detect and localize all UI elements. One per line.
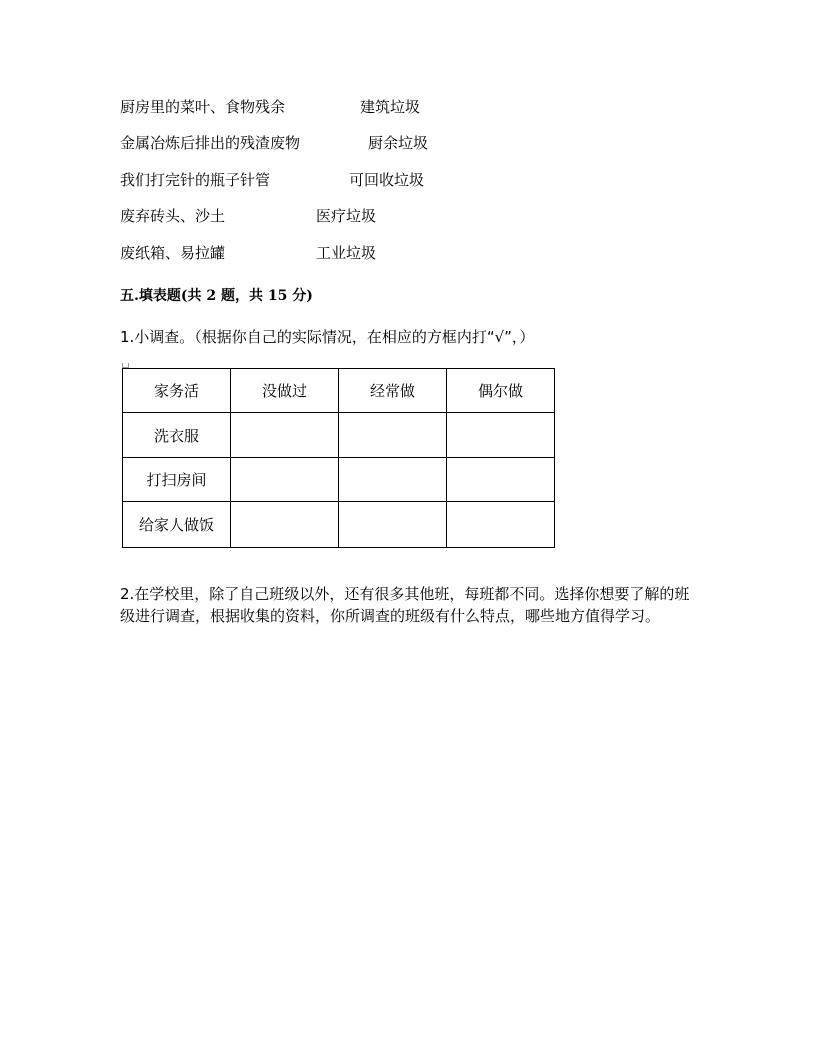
table-header-cell: 经常做 bbox=[339, 369, 447, 413]
matching-right-item: 厨余垃圾 bbox=[368, 134, 429, 152]
matching-right-item: 工业垃圾 bbox=[316, 244, 377, 262]
checkbox-cell[interactable] bbox=[339, 458, 447, 502]
table-header-cell: 没做过 bbox=[231, 369, 339, 413]
checkbox-cell[interactable] bbox=[339, 502, 447, 548]
table-row bbox=[123, 502, 555, 548]
matching-left-item: 金属冶炼后排出的残渣废物 bbox=[120, 134, 301, 152]
matching-right-item: 可回收垃圾 bbox=[349, 171, 425, 189]
survey-table bbox=[122, 368, 555, 548]
checkbox-cell[interactable] bbox=[447, 502, 555, 548]
checkbox-cell[interactable] bbox=[231, 458, 339, 502]
matching-left-item: 废弃砖头、沙土 bbox=[120, 207, 226, 225]
table-header-cell: 家务活 bbox=[123, 369, 231, 413]
checkbox-cell[interactable] bbox=[231, 502, 339, 548]
question-2-text: 2.在学校里，除了自己班级以外，还有很多其他班，每班都不同。选择你想要了解的班级进行调查，根据收集的资料，你所调查的班级有什么特点，哪些地方值得学习。 bbox=[120, 585, 690, 625]
section-title: 五.填表题(共 2 题，共 15 分) bbox=[120, 288, 313, 304]
checkbox-cell[interactable] bbox=[339, 413, 447, 458]
table-row bbox=[123, 458, 555, 502]
table-row-label: 洗衣服 bbox=[123, 413, 231, 458]
checkbox-cell[interactable] bbox=[231, 413, 339, 458]
table-row-label: 打扫房间 bbox=[123, 458, 231, 502]
table-row-label: 给家人做饭 bbox=[123, 502, 231, 548]
table-header-cell: 偶尔做 bbox=[447, 369, 555, 413]
matching-right-item: 医疗垃圾 bbox=[316, 207, 377, 225]
table-row bbox=[123, 413, 555, 458]
matching-left-item: 我们打完针的瓶子针管 bbox=[120, 171, 271, 189]
checkbox-cell[interactable] bbox=[447, 413, 555, 458]
matching-left-item: 厨房里的菜叶、食物残余 bbox=[120, 98, 286, 116]
checkbox-cell[interactable] bbox=[447, 458, 555, 502]
matching-right-item: 建筑垃圾 bbox=[360, 98, 421, 116]
question-1-text: 1.小调查。（根据你自己的实际情况，在相应的方框内打“√”，） bbox=[120, 328, 535, 346]
table-header-row bbox=[123, 369, 555, 413]
matching-left-item: 废纸箱、易拉罐 bbox=[120, 244, 226, 262]
